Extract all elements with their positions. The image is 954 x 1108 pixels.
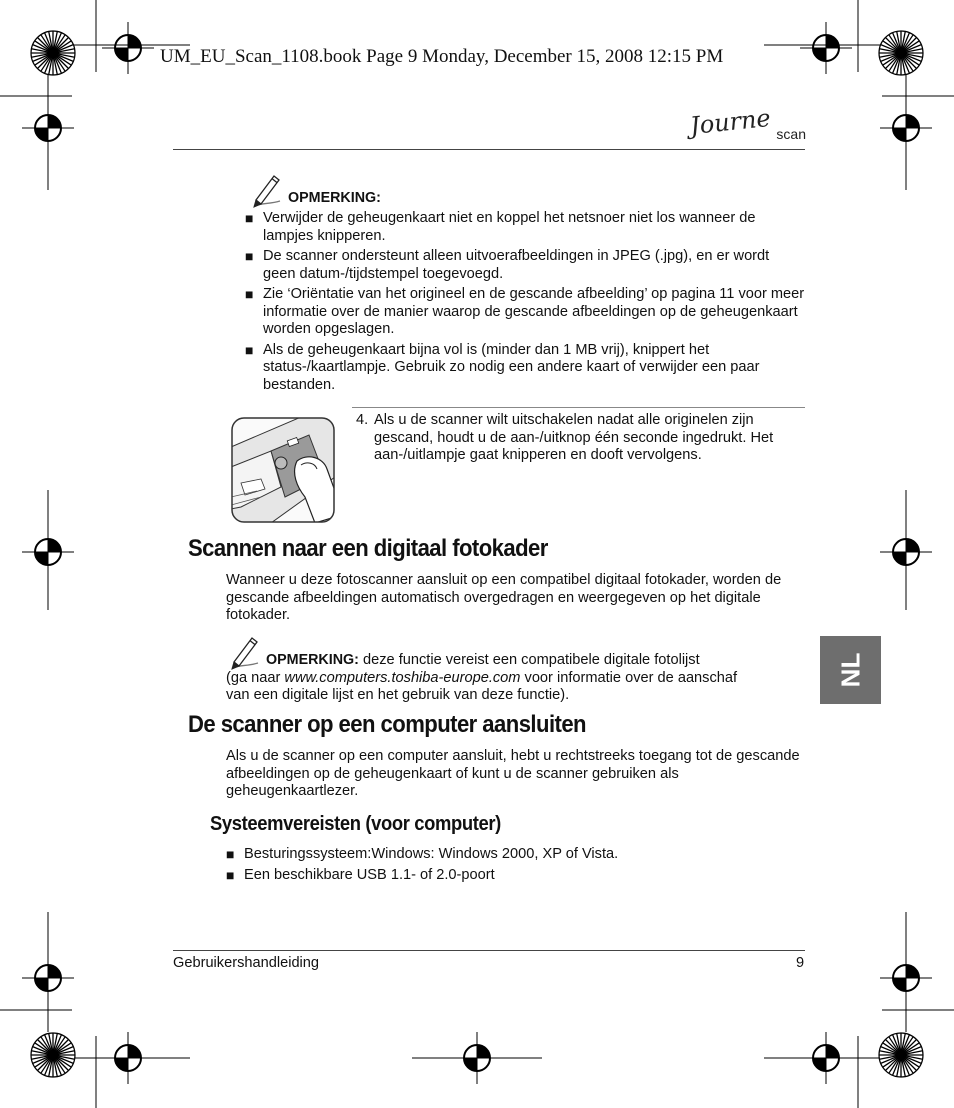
bullet-square-icon: ■ — [245, 286, 254, 302]
step-rule — [352, 407, 805, 408]
section2-body: Als u de scanner op een computer aansluit, hebt u rechtstreeks toegang tot de gescande afbeeldingen op de geheugenkaart of kunt u de scanner gebruiken als geheugenkaartlezer. — [226, 748, 800, 799]
list-item: ■ Zie ‘Oriëntatie van het origineel en de gescande afbeelding’ op pagina 11 voor meer informatie over de manier waarop de gescande afbeeldingen op de geheugenkaart worden opgeslagen. — [245, 286, 805, 337]
print-slug-header: UM_EU_Scan_1108.book Page 9 Monday, December 15, 2008 12:15 PM — [160, 46, 724, 67]
header-rule — [173, 149, 805, 150]
note2-line3: van een digitale lijst en het gebruik van deze functie). — [226, 687, 570, 703]
bullet-square-icon: ■ — [245, 248, 254, 264]
list-item: ■ De scanner ondersteunt alleen uitvoerafbeeldingen in JPEG (.jpg), en er wordt geen datum-/tijdstempel toegevoegd. — [245, 248, 770, 282]
subsection-title-system-requirements: Systeemvereisten (voor computer) — [210, 813, 501, 835]
bullet-square-icon: ■ — [226, 846, 235, 862]
section1-body: Wanneer u deze fotoscanner aansluit op een compatibel digitaal fotokader, worden de gescande afbeeldingen automatisch overgedragen en weergegeven op het digitale fotokader. — [226, 572, 782, 623]
journe-scan-logo — [688, 103, 806, 148]
step-4-text: Als u de scanner wilt uitschakelen nadat alle originelen zijn gescand, houdt u de aan-/uitknop één seconde ingedrukt. Het aan-/uitlampje gaat knipperen en dooft vervolgens. — [374, 412, 774, 463]
language-tab-label: NL — [835, 652, 865, 688]
requirements-list — [226, 846, 806, 887]
page-number: 9 — [796, 955, 805, 971]
bullet-square-icon: ■ — [226, 866, 235, 883]
section-title-connect-computer: De scanner op een computer aansluiten — [188, 711, 586, 738]
section-title-digital-frame: Scannen naar een digitaal fotokader — [188, 535, 548, 562]
note2-line1: deze functie vereist een compatibele digitale fotolijst — [358, 652, 700, 668]
bullet-square-icon: ■ — [245, 210, 254, 226]
note1-bullet-list — [245, 210, 805, 397]
bullet-square-icon: ■ — [245, 341, 254, 358]
note2-line2-post: voor informatie over de aanschaf — [520, 669, 738, 686]
footer-rule — [173, 950, 805, 951]
list-item: ■ Als de geheugenkaart bijna vol is (minder dan 1 MB vrij), knippert het status-/kaartlampje. Gebruik zo nodig een andere kaart of verwijder een paar bestanden. — [245, 341, 760, 393]
step-4-number: 4. — [356, 412, 369, 428]
note1-label: OPMERKING: — [288, 190, 381, 206]
toshiba-url-link[interactable]: www.computers.toshiba-europe.com — [284, 669, 521, 686]
note2-line2-pre: (ga naar — [226, 669, 285, 686]
list-item: ■ Een beschikbare USB 1.1- of 2.0-poort — [226, 866, 495, 883]
note2-label: OPMERKING: — [266, 652, 359, 668]
scanner-power-button-illustration — [231, 417, 335, 523]
language-tab-nl — [820, 636, 881, 704]
pencil-note-icon — [248, 170, 284, 208]
logo-sub-text: scan — [776, 126, 806, 142]
list-item: ■ Verwijder de geheugenkaart niet en koppel het netsnoer niet los wanneer de lampjes knipperen. — [245, 210, 756, 244]
footer-manual-title: Gebruikershandleiding — [173, 955, 320, 971]
section1-note — [226, 652, 806, 705]
logo-script-text: Journe — [688, 103, 772, 141]
list-item: ■ Besturingssysteem:Windows: Windows 2000, XP of Vista. — [226, 846, 619, 862]
